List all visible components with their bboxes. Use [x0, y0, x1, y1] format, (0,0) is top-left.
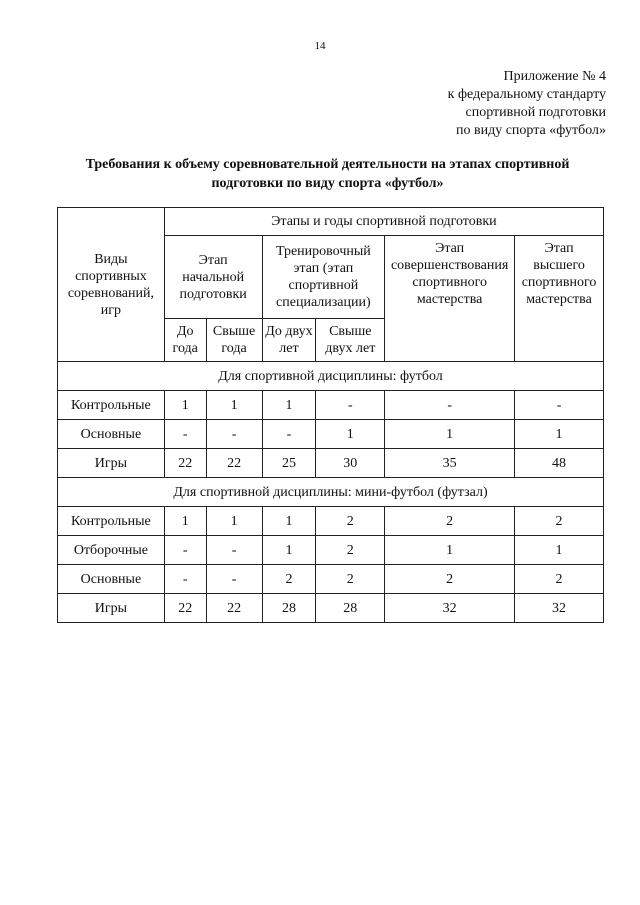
group-header-line: специализации) [276, 295, 371, 310]
value-cell: 35 [385, 449, 515, 478]
subyear-line: года [221, 341, 247, 356]
value-cell: - [206, 536, 262, 565]
value-cell: 2 [385, 565, 515, 594]
value-cell: - [164, 420, 206, 449]
row-label: Основные [58, 565, 165, 594]
table-row [58, 391, 604, 420]
subyear-line: Свыше [212, 324, 256, 339]
row-label: Игры [58, 449, 165, 478]
group-header-improvement [385, 236, 515, 362]
row-label: Основные [58, 420, 165, 449]
table-row [58, 507, 604, 536]
subyear-line: Свыше [329, 324, 372, 339]
value-cell: 2 [385, 507, 515, 536]
subyear-header [164, 319, 206, 362]
value-cell: 30 [316, 449, 385, 478]
value-cell: 1 [515, 536, 604, 565]
value-cell: 2 [515, 507, 604, 536]
title-line: подготовки по виду спорта «футбол» [211, 176, 444, 191]
value-cell: - [515, 391, 604, 420]
group-header-line: Этап [544, 241, 574, 256]
value-cell: 1 [164, 391, 206, 420]
subyear-header [262, 319, 316, 362]
appendix-block [448, 68, 606, 140]
value-cell: 22 [206, 594, 262, 623]
row-header-cell [58, 208, 165, 362]
row-label: Отборочные [58, 536, 165, 565]
table-row [58, 449, 604, 478]
page-number: 14 [314, 40, 326, 52]
group-header-line: Этап [435, 241, 465, 256]
group-header-line: подготовки [179, 286, 247, 302]
row-label: Контрольные [58, 507, 165, 536]
value-cell: 1 [206, 391, 262, 420]
stages-header: Этапы и годы спортивной подготовки [164, 208, 603, 236]
value-cell: 1 [515, 420, 604, 449]
value-cell: 48 [515, 449, 604, 478]
section-title-football: Для спортивной дисциплины: футбол [58, 362, 604, 391]
table-row [58, 536, 604, 565]
value-cell: 2 [262, 565, 316, 594]
value-cell: 22 [164, 594, 206, 623]
group-header-line: Этап [198, 252, 228, 268]
value-cell: - [164, 565, 206, 594]
row-header-line: спортивных [75, 268, 147, 284]
subyear-line: года [172, 341, 198, 356]
value-cell: 1 [262, 536, 316, 565]
value-cell: 28 [316, 594, 385, 623]
appendix-line: Приложение № 4 [503, 69, 606, 84]
value-cell: 22 [206, 449, 262, 478]
value-cell: 32 [385, 594, 515, 623]
group-header-line: спортивного [521, 275, 597, 290]
value-cell: - [262, 420, 316, 449]
value-cell: 1 [262, 507, 316, 536]
value-cell: 1 [316, 420, 385, 449]
group-header-line: Тренировочный [275, 244, 371, 259]
document-title [55, 155, 600, 193]
subyear-header [206, 319, 262, 362]
group-header-line: высшего [533, 258, 585, 273]
subyear-line: лет [279, 341, 299, 356]
value-cell: 1 [164, 507, 206, 536]
appendix-line: к федеральному стандарту [447, 87, 606, 102]
value-cell: - [206, 420, 262, 449]
value-cell: 2 [316, 565, 385, 594]
group-header-line: начальной [182, 269, 245, 285]
group-header-training [262, 236, 385, 319]
appendix-line: спортивной подготовки [465, 105, 606, 120]
group-header-line: этап (этап [293, 261, 354, 276]
value-cell: 1 [262, 391, 316, 420]
group-header-highest [515, 236, 604, 362]
value-cell: 2 [515, 565, 604, 594]
row-label: Игры [58, 594, 165, 623]
value-cell: 2 [316, 536, 385, 565]
subyear-line: До [176, 324, 194, 339]
value-cell: 1 [385, 420, 515, 449]
table-row [58, 420, 604, 449]
appendix-line: по виду спорта «футбол» [455, 123, 606, 138]
row-header-line: соревнований, [67, 285, 154, 301]
row-header-line: Виды [94, 251, 128, 267]
group-header-line: мастерства [416, 292, 483, 307]
table-row [58, 594, 604, 623]
group-header-initial [164, 236, 262, 319]
value-cell: 25 [262, 449, 316, 478]
row-label: Контрольные [58, 391, 165, 420]
group-header-line: спортивной [288, 278, 359, 293]
section-title-futsal: Для спортивной дисциплины: мини-футбол (футзал) [58, 478, 604, 507]
subyear-line: двух лет [325, 341, 376, 356]
value-cell: - [206, 565, 262, 594]
value-cell: - [385, 391, 515, 420]
value-cell: - [316, 391, 385, 420]
value-cell: 1 [206, 507, 262, 536]
value-cell: 2 [316, 507, 385, 536]
competition-table [57, 207, 604, 623]
value-cell: 28 [262, 594, 316, 623]
group-header-line: спортивного [412, 275, 487, 290]
subyear-header [316, 319, 385, 362]
value-cell: - [164, 536, 206, 565]
group-header-line: мастерства [526, 292, 592, 307]
row-header-line: игр [100, 302, 122, 318]
value-cell: 1 [385, 536, 515, 565]
group-header-line: совершенствования [390, 258, 509, 273]
table-row [58, 565, 604, 594]
subyear-line: До двух [265, 324, 313, 339]
value-cell: 22 [164, 449, 206, 478]
value-cell: 32 [515, 594, 604, 623]
title-line: Требования к объему соревновательной деятельности на этапах спортивной [85, 157, 570, 172]
